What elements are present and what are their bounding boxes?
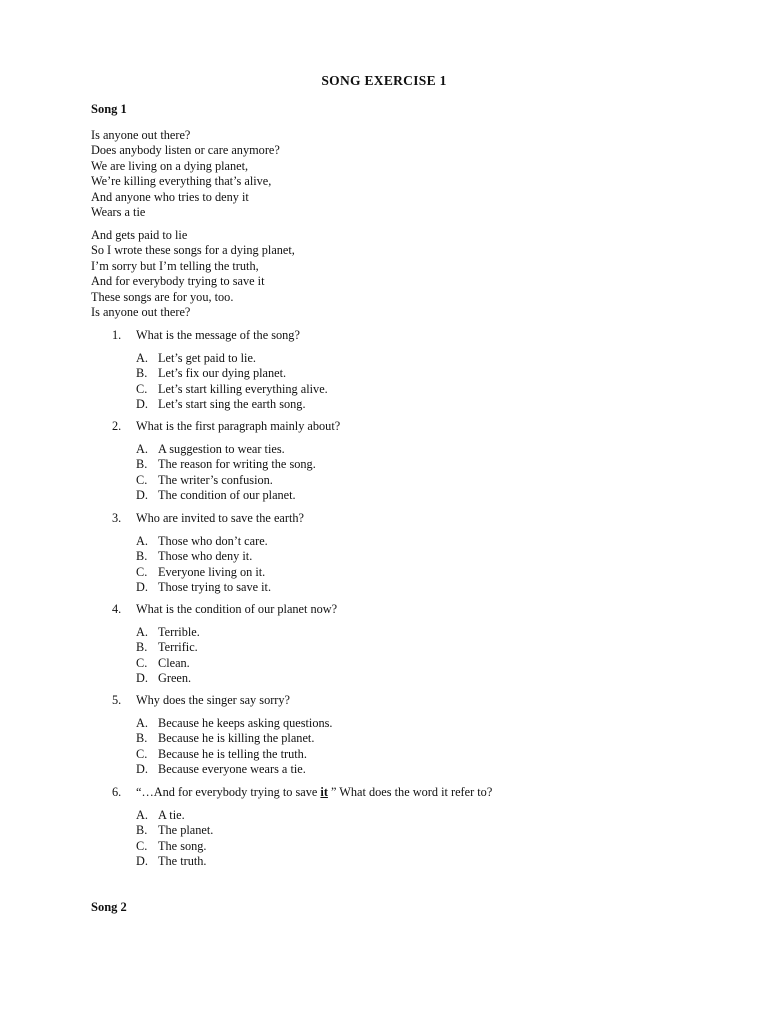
option-letter: D. bbox=[136, 853, 148, 868]
song-1-heading: Song 1 bbox=[91, 102, 127, 116]
option-letter: C. bbox=[136, 381, 148, 396]
option-letter: A. bbox=[136, 442, 148, 456]
option-letter: C. bbox=[136, 746, 148, 761]
option-letter: B. bbox=[136, 731, 148, 746]
option-text: Green. bbox=[158, 670, 192, 685]
song-2-heading: Song 2 bbox=[91, 900, 127, 914]
song-1-stanza-2 bbox=[91, 228, 295, 320]
option-c bbox=[0, 656, 768, 671]
option-letter: A. bbox=[136, 534, 148, 548]
option-letter: D. bbox=[136, 396, 148, 411]
option-d bbox=[0, 488, 768, 503]
emphasized-word: it bbox=[320, 785, 328, 799]
option-text: Those who deny it. bbox=[158, 549, 253, 564]
option-text: Let’s get paid to lie. bbox=[158, 351, 257, 365]
option-text: Terrific. bbox=[158, 640, 198, 655]
option-text: The song. bbox=[158, 838, 207, 853]
option-letter: B. bbox=[136, 549, 148, 564]
option-letter: C. bbox=[136, 838, 148, 853]
option-a bbox=[0, 625, 768, 640]
option-list bbox=[0, 442, 768, 503]
question-number: 2. bbox=[112, 419, 122, 433]
option-letter: C. bbox=[136, 564, 148, 579]
option-d bbox=[0, 671, 768, 686]
option-b bbox=[0, 366, 768, 381]
question-number: 3. bbox=[112, 511, 122, 525]
lyric-line: So I wrote these songs for a dying planet, bbox=[91, 243, 295, 258]
option-a bbox=[0, 808, 768, 823]
option-letter: B. bbox=[136, 457, 148, 472]
option-c bbox=[0, 473, 768, 488]
option-d bbox=[0, 854, 768, 869]
option-letter: A. bbox=[136, 625, 148, 639]
lyric-line: We are living on a dying planet, bbox=[91, 158, 249, 173]
lyric-line: And anyone who tries to deny it bbox=[91, 189, 249, 204]
lyric-line: We’re killing everything that’s alive, bbox=[91, 174, 272, 189]
option-text: A tie. bbox=[158, 808, 185, 822]
question-text: Who are invited to save the earth? bbox=[136, 511, 304, 525]
option-d bbox=[0, 762, 768, 777]
question-text bbox=[136, 785, 492, 800]
option-text: The truth. bbox=[158, 853, 207, 868]
lyric-line: I’m sorry but I’m telling the truth, bbox=[91, 258, 259, 273]
lyric-line: And for everybody trying to save it bbox=[91, 274, 265, 289]
option-b bbox=[0, 549, 768, 564]
option-letter: A. bbox=[136, 808, 148, 822]
option-list bbox=[0, 716, 768, 777]
option-text: Because he is killing the planet. bbox=[158, 731, 315, 746]
option-letter: D. bbox=[136, 487, 148, 502]
lyric-line: Does anybody listen or care anymore? bbox=[91, 143, 280, 158]
question-text-before: “…And for everybody trying to save bbox=[136, 785, 321, 799]
option-text: Terrible. bbox=[158, 625, 200, 639]
option-letter: D. bbox=[136, 761, 148, 776]
question-text-after: ” What does the word it refer to? bbox=[327, 785, 493, 799]
option-letter: C. bbox=[136, 472, 148, 487]
question-text: What is the first paragraph mainly about? bbox=[136, 419, 341, 433]
option-a bbox=[0, 442, 768, 457]
option-letter: D. bbox=[136, 579, 148, 594]
option-letter: A. bbox=[136, 351, 148, 365]
option-list bbox=[0, 351, 768, 412]
lyric-line: Is anyone out there? bbox=[91, 128, 191, 142]
option-text: Clean. bbox=[158, 655, 190, 670]
lyric-line: These songs are for you, too. bbox=[91, 289, 234, 304]
option-letter: D. bbox=[136, 670, 148, 685]
question-number: 4. bbox=[112, 602, 122, 616]
option-c bbox=[0, 747, 768, 762]
option-b bbox=[0, 640, 768, 655]
question-number: 6. bbox=[112, 785, 122, 799]
option-text: The planet. bbox=[158, 823, 214, 838]
option-a bbox=[0, 534, 768, 549]
option-letter: B. bbox=[136, 640, 148, 655]
song-1-stanza-1 bbox=[91, 128, 280, 220]
option-list bbox=[0, 625, 768, 686]
lyric-line: Is anyone out there? bbox=[91, 305, 191, 320]
option-text: Those trying to save it. bbox=[158, 579, 272, 594]
lyric-line: Wears a tie bbox=[91, 205, 146, 220]
question-number: 5. bbox=[112, 693, 122, 707]
option-a bbox=[0, 716, 768, 731]
page-title: SONG EXERCISE 1 bbox=[321, 73, 447, 88]
option-letter: B. bbox=[136, 823, 148, 838]
option-text: Let’s fix our dying planet. bbox=[158, 366, 287, 381]
option-list bbox=[0, 534, 768, 595]
option-b bbox=[0, 457, 768, 472]
option-text: Let’s start sing the earth song. bbox=[158, 396, 306, 411]
option-text: The writer’s confusion. bbox=[158, 472, 273, 487]
option-c bbox=[0, 839, 768, 854]
option-b bbox=[0, 823, 768, 838]
question-number: 1. bbox=[112, 328, 122, 342]
option-letter: C. bbox=[136, 655, 148, 670]
question-text: What is the message of the song? bbox=[136, 328, 300, 342]
option-text: The condition of our planet. bbox=[158, 487, 296, 502]
option-text: Those who don’t care. bbox=[158, 534, 268, 548]
option-c bbox=[0, 382, 768, 397]
option-text: Let’s start killing everything alive. bbox=[158, 381, 328, 396]
option-a bbox=[0, 351, 768, 366]
option-text: Because he keeps asking questions. bbox=[158, 716, 333, 730]
option-d bbox=[0, 397, 768, 412]
question-text: Why does the singer say sorry? bbox=[136, 693, 291, 707]
option-b bbox=[0, 731, 768, 746]
option-text: Because he is telling the truth. bbox=[158, 746, 307, 761]
option-list bbox=[0, 808, 768, 869]
option-letter: A. bbox=[136, 716, 148, 730]
option-text: A suggestion to wear ties. bbox=[158, 442, 285, 456]
option-text: The reason for writing the song. bbox=[158, 457, 316, 472]
option-letter: B. bbox=[136, 366, 148, 381]
option-text: Everyone living on it. bbox=[158, 564, 266, 579]
option-d bbox=[0, 580, 768, 595]
option-text: Because everyone wears a tie. bbox=[158, 761, 306, 776]
lyric-line: And gets paid to lie bbox=[91, 228, 188, 242]
option-c bbox=[0, 565, 768, 580]
question-text: What is the condition of our planet now? bbox=[136, 602, 338, 616]
